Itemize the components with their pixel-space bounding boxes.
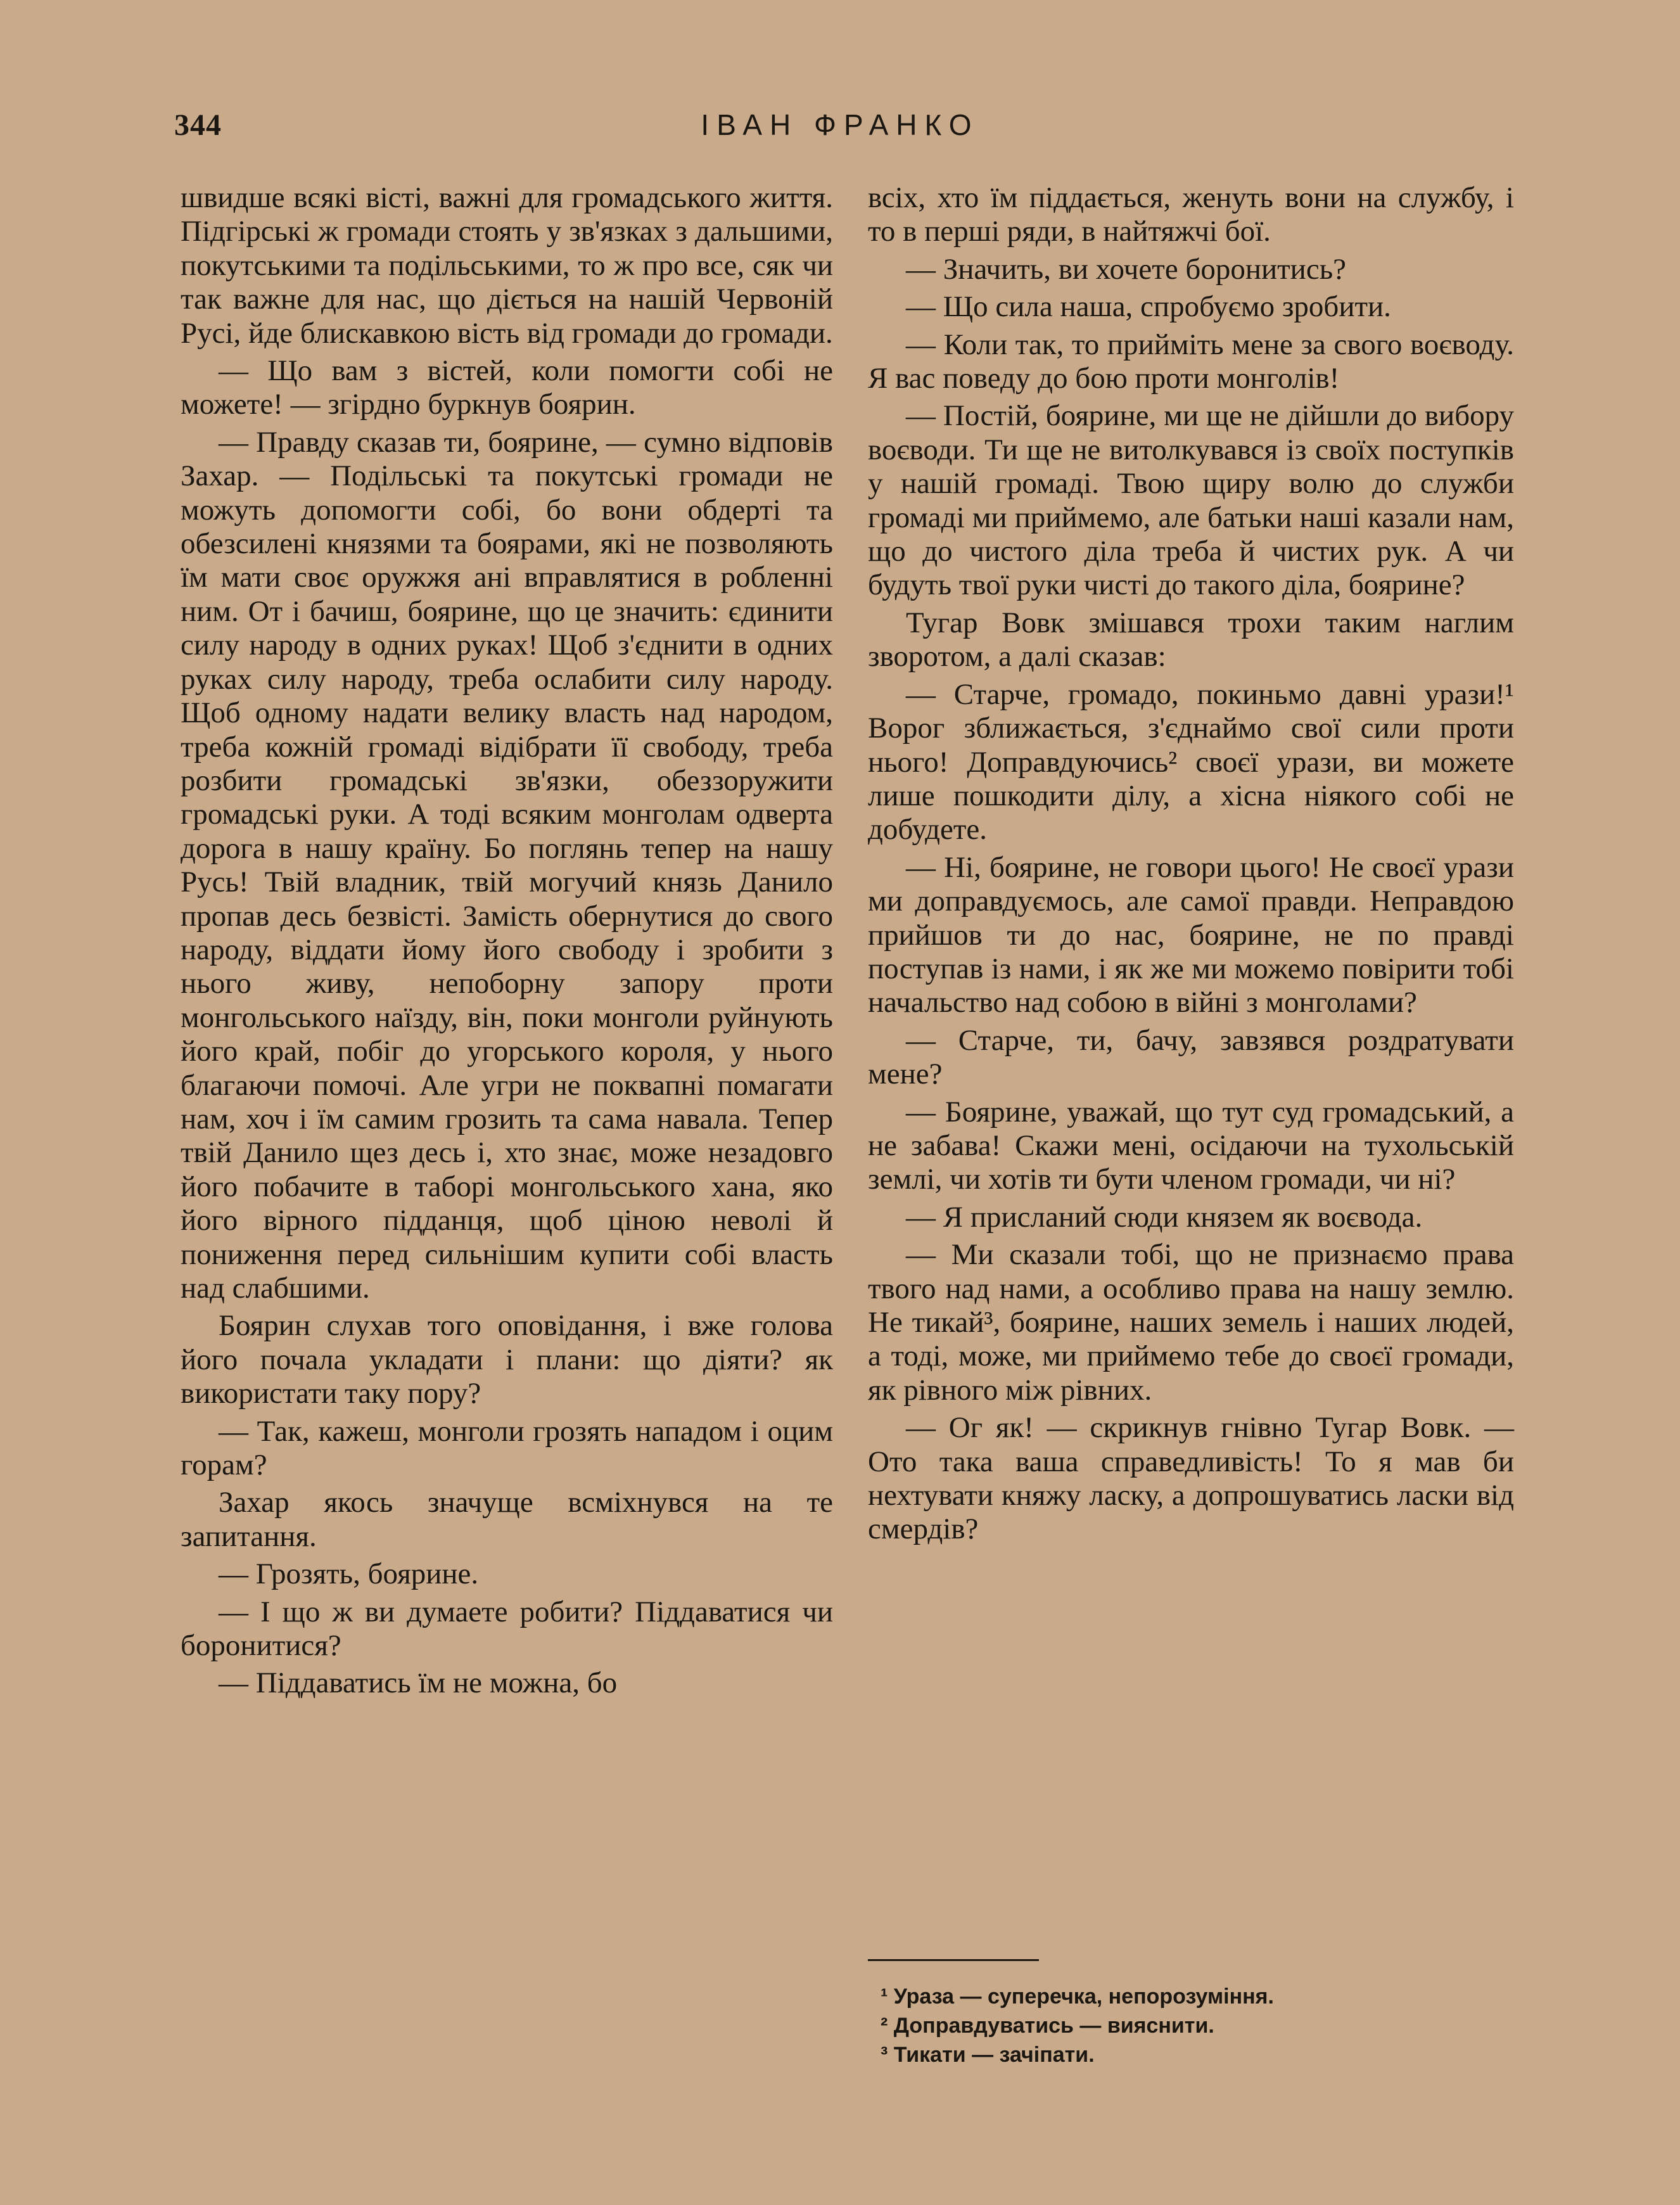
page-number: 344 — [174, 108, 222, 142]
paragraph: Захар якось значуще всміхнувся на те запитання. — [181, 1486, 833, 1553]
paragraph: — Я присланий сюди князем як воєвода. — [906, 1200, 1423, 1234]
paragraph: Боярин слухав того оповідання, і вже голова його почала укладати і плани: що діяти? як використати таку пору? — [181, 1309, 833, 1410]
paragraph: — І що ж ви думаете робити? Піддаватися чи боронитися? — [181, 1595, 833, 1663]
running-head: ІВАН ФРАНКО — [701, 108, 979, 141]
paragraph: всіх, хто їм піддається, женуть вони на службу, і то в перші ряди, в найтяжчі бої. — [868, 181, 1514, 248]
footnote: ¹ Ураза — суперечка, непорозуміння. — [881, 1984, 1274, 2009]
paragraph: Тугар Вовк змішався трохи таким наглим зворотом, а далі сказав: — [868, 606, 1514, 674]
paragraph: — Значить, ви хочете боронитись? — [906, 252, 1346, 286]
paragraph: — Бояpине, уважай, що тут суд громадський, а не забава! Скажи мені, осідаючи на тухольській землі, чи хотів ти бути членом громади, чи ні? — [868, 1095, 1514, 1196]
footnote-separator — [868, 1959, 1039, 1961]
paragraph: — Постій, бояpине, ми ще не дійшли до вибору воєводи. Ти ще не витолкувався із своїх поступків у нашій громаді. Твою щиру волю до служби громаді ми приймемо, але батьки наші казали нам, що до чистого діла треба й чистих рук. А чи будуть твої руки чисті до такого діла, боярине? — [868, 399, 1514, 602]
paragraph: — Ог як! — скрикнув гнівно Тугар Вовк. — Ото така ваша справедливість! То я мав би нехтувати княжу ласку, а допрошуватись ласки від смердів? — [868, 1411, 1514, 1546]
paragraph: — Що сила наша, спробуємо зробити. — [906, 290, 1391, 324]
footnote: ² Доправдуватись — вияснити. — [881, 2014, 1214, 2038]
footnotes — [881, 1982, 1514, 2069]
paragraph: — Коли так, то прийміть мене за свого воєводу. Я вас поведу до бою проти монголів! — [868, 328, 1514, 395]
paragraph: — Ми сказали тобі, що не признаємо права твого над нами, а особливо права на нашу землю. Не тикай³, бояpине, наших земель і наших людей, а тоді, може, ми приймемо тебе до своєї громади, як рівного між рівних. — [868, 1238, 1514, 1407]
paragraph: — Ні, бояpине, не говори цього! Не своєї урази ми доправдуємось, але самої правди. Неправдою прийшов ти до нас, бояpине, не по правді поступав із нами, і як же ми можемо повірити тобі начальство над собою в війні з монголами? — [868, 850, 1514, 1019]
paragraph: — Що вам з вістей, коли помогти собі не можете! — згірдно буркнув боярин. — [181, 354, 833, 421]
left-column — [181, 181, 833, 1704]
paragraph: — Грозять, бояpине. — [219, 1557, 479, 1591]
footnote: ³ Тикати — зачіпати. — [881, 2043, 1095, 2067]
paragraph: — Правду сказав ти, бояpине, — сумно відповів Захар. — Подільські та покутські громади не можуть допомогти собі, бо вони обдерті та обезсилені князями та боярами, які не позволяють їм мати своє оружжя ані вправлятися в робленні ним. От і бачиш, бояpине, що це значить: єдинити силу народу в одних руках! Щоб з'єднити в одних руках силу народу, треба ослабити силу народу. Щоб одному надати велику власть над народом, треба кожній громаді відібрати її свободу, треба розбити громадські зв'язки, обеззоружити громадські руки. А тоді всяким монголам одверта дорога в нашу країну. Бо поглянь тепер на нашу Русь! Твій владник, твій могучий князь Данило пропав десь безвісті. Замість обернутися до свого народу, віддати йому його свободу і зробити з нього живу, непоборну запору проти монгольського наїзду, він, поки монголи руйнують його край, побіг до угорського короля, у нього благаючи помочі. Але угри не поквапні помагати нам, хоч і їм самим грозить та сама навала. Тепер твій Данило щез десь і, хто знає, може незадовго його побачите в таборі монгольського хана, яко його вірного підданця, щоб ціною неволі й пониження перед сильнішим купити собі власть над слабшими. — [181, 425, 833, 1305]
page-header — [0, 108, 1680, 152]
paragraph: — Так, кажеш, монголи грозять нападом і оцим горам? — [181, 1414, 833, 1482]
paragraph: швидше всякі вісті, важні для громадського життя. Підгірські ж громади стоять у зв'язках з дальшими, покутськими та подільськими, то ж про все, сяк чи так важне для нас, що дієтьcя на нашій Червоній Русі, йде блискавкою вість від громади до громади. — [181, 181, 833, 350]
paragraph: — Старче, громадо, покиньмо давні урази!¹ Ворог зближається, з'єднаймо свої сили проти нього! Доправдуючись² своєї урази, ви можете лише пошкодити ділу, а хісна ніякого собі не добудете. — [868, 677, 1514, 847]
paragraph: — Піддаватись їм не можна, бо — [219, 1666, 618, 1700]
right-column — [868, 181, 1514, 1550]
paragraph: — Старче, ти, бачу, завзявся роздратувати мене? — [868, 1023, 1514, 1091]
